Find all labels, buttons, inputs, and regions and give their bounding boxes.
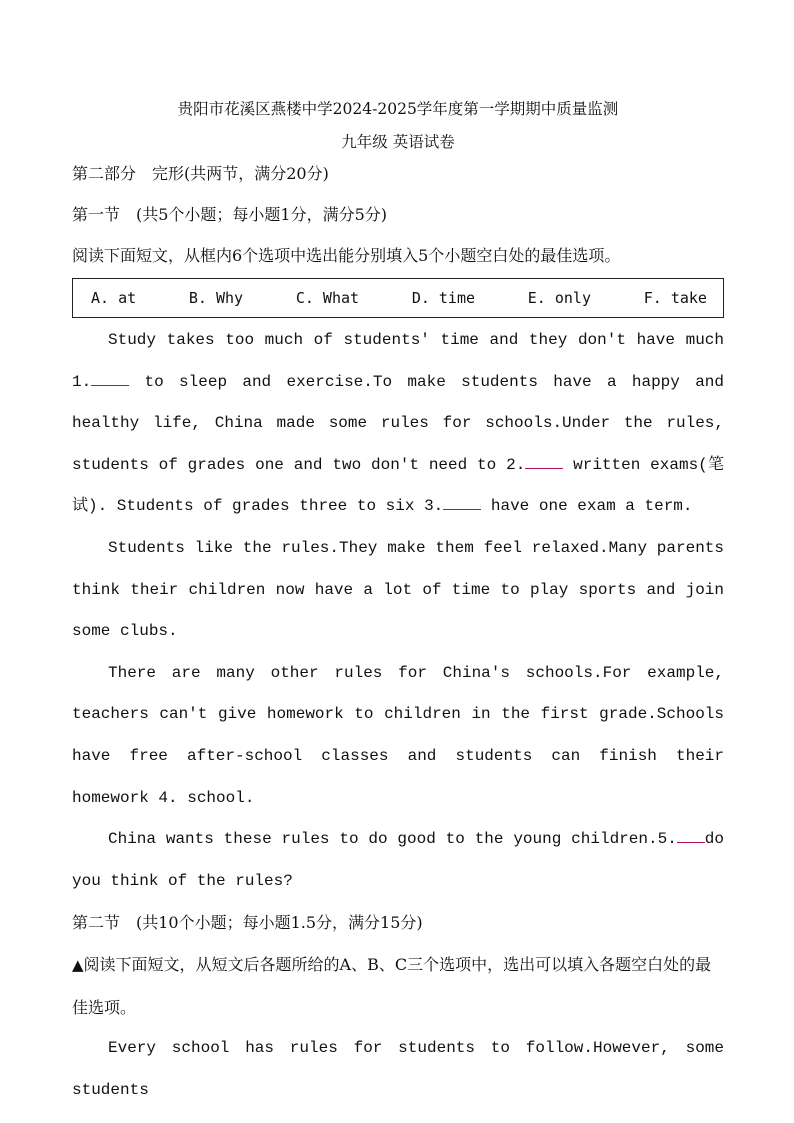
- section1-instruction: 阅读下面短文，从框内6个选项中选出能分别填入5个小题空白处的最佳选项。: [72, 246, 621, 265]
- part-heading: 第二部分 完形(共两节，满分20分): [72, 164, 329, 183]
- question-number-2: 2.: [506, 455, 526, 474]
- triangle-icon: ▲: [72, 955, 84, 974]
- answer-blank-2[interactable]: [525, 454, 563, 469]
- passage-text: have one exam a term.: [481, 497, 693, 516]
- question-number-5: 5.: [657, 830, 677, 849]
- passage-paragraph-4: [72, 819, 724, 902]
- passage-paragraph-1: [72, 320, 724, 528]
- passage-paragraph-3: [72, 653, 724, 819]
- passage-text: to sleep and exercise.To make students have a happy and healthy life, China made some rules for schools.Under the rules, students of grades one and two don't need to: [72, 372, 724, 474]
- passage-text: Study takes too much of students' time and they don't have much: [108, 331, 724, 349]
- answer-blank-3[interactable]: [443, 495, 481, 510]
- question-number-1: 1.: [72, 372, 92, 391]
- passage-text: China wants these rules to do good to the young children.: [108, 830, 658, 849]
- exam-subtitle: 九年级 英语试卷: [341, 133, 455, 151]
- passage-text: school.: [177, 788, 255, 807]
- exam-page: [72, 98, 724, 1111]
- passage-text: written exams(笔试). Students of grades three to six: [72, 455, 724, 516]
- option-a: A. at: [91, 289, 137, 307]
- option-e: E. only: [527, 289, 591, 307]
- question-number-3: 3.: [424, 497, 444, 516]
- passage-text: do you think of the rules?: [72, 830, 724, 890]
- option-b: B. Why: [188, 289, 244, 307]
- section2-instruction: 阅读下面短文，从短文后各题所给的A、B、C三个选项中，选出可以填入各题空白处的最佳选项。: [72, 954, 712, 1017]
- section2-heading: 第二节 (共10个小题；每小题1.5分，满分15分): [72, 913, 423, 933]
- answer-blank-1[interactable]: [91, 371, 129, 386]
- options-box: [72, 278, 724, 318]
- option-d: D. time: [411, 289, 476, 307]
- option-f: F. take: [643, 289, 707, 307]
- answer-blank-5[interactable]: [677, 828, 705, 843]
- exam-title: 贵阳市花溪区燕楼中学2024-2025学年度第一学期期中质量监测: [177, 100, 619, 118]
- option-c: C. What: [295, 289, 360, 307]
- section2-passage-start: Every school has rules for students to follow.However, some students: [72, 1039, 724, 1099]
- section1-heading: 第一节 (共5个小题；每小题1分，满分5分): [72, 205, 388, 224]
- question-number-4: 4.: [158, 788, 178, 807]
- passage-text: There are many other rules for China's schools.For example, teachers can't give homework to children in the first grade.Schools have free after-school classes and students can finish their homework: [72, 663, 724, 807]
- passage-paragraph-2: Students like the rules.They make them feel relaxed.Many parents think their children now have a lot of time to play sports and join some clubs.: [72, 538, 724, 641]
- section2-instruction-block: [72, 944, 724, 1028]
